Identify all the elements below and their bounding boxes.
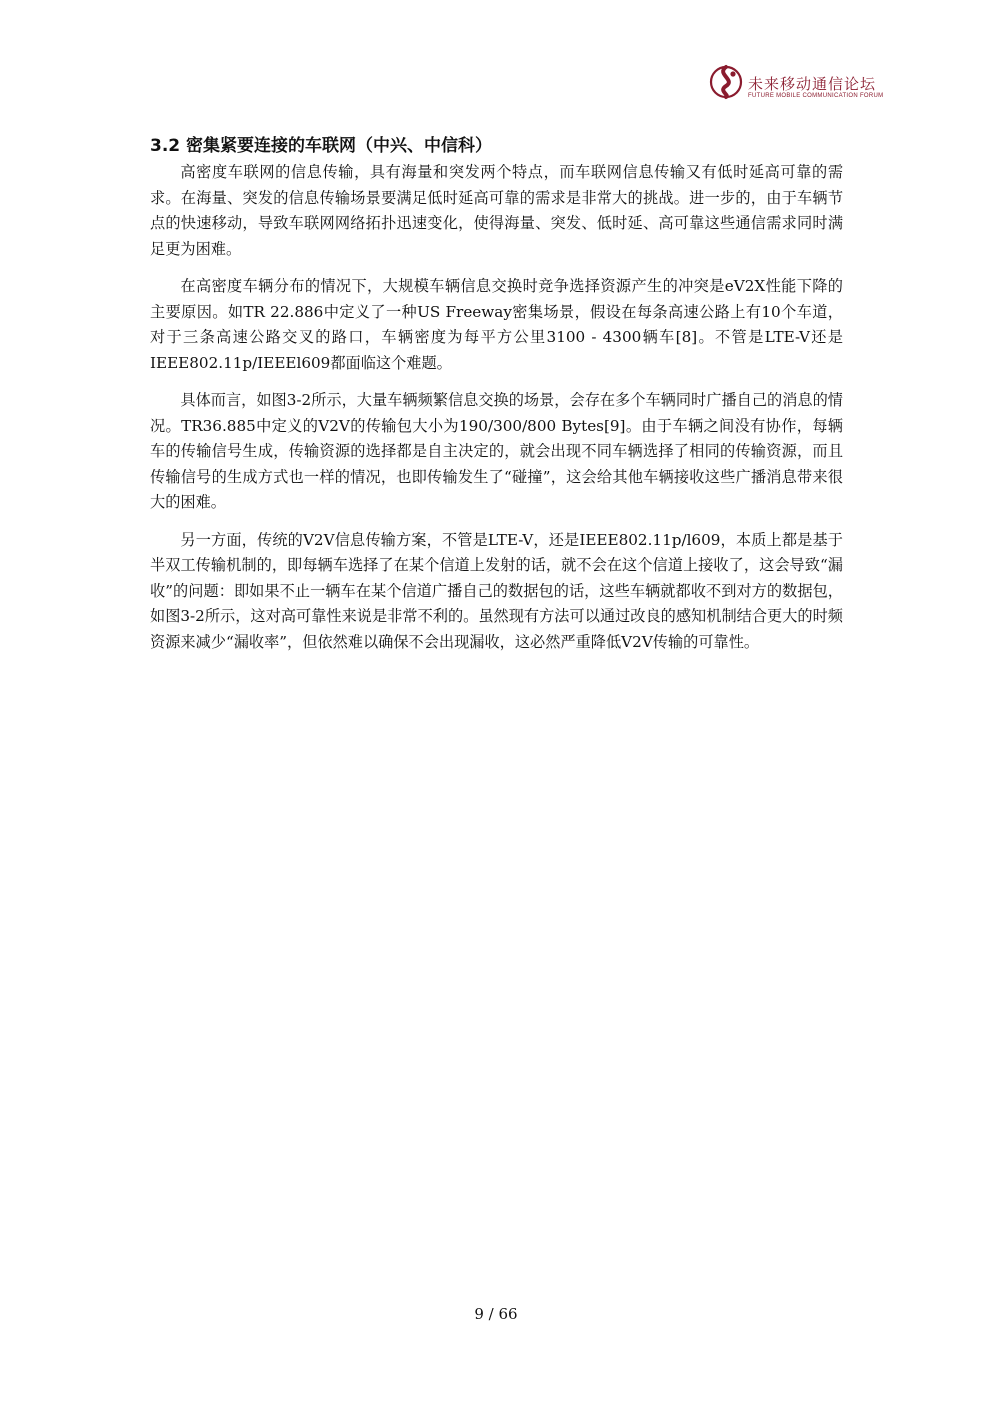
logo-text-chinese: 未来移动通信论坛 — [748, 75, 877, 93]
paragraph-4: 另一方面，传统的V2V信息传输方案，不管是LTE-V，还是IEEE802.11p/l609，本质上都是基于半双工传输机制的，即每辆车选择了在某个信道上发射的话，就不会在这个信道上接收了，这会导致“漏收”的问题：即如果不止一辆车在某个信道广播自己的数据包的话，这些车辆就都收不到对方的数据包，如图3-2所示，这对高可靠性来说是非常不利的。虽然现有方法可以通过改良的感知机制结合更大的时频资源来减少“漏收率”，但依然难以确保不会出现漏收，这必然严重降低V2V传输的可靠性。 — [150, 530, 843, 651]
paragraph-1: 高密度车联网的信息传输，具有海量和突发两个特点，而车联网信息传输又有低时延高可靠的需求。在海量、突发的信息传输场景要满足低时延高可靠的需求是非常大的挑战。进一步的，由于车辆节点的快速移动，导致车联网网络拓扑迅速变化，使得海量、突发、低时延、高可靠这些通信需求同时满足更为困难。 — [150, 163, 843, 258]
body-text — [150, 160, 843, 667]
logo-text-english: FUTURE MOBILE COMMUNICATION FORUM — [748, 93, 884, 99]
forum-logo-icon — [706, 62, 746, 102]
page-number: 9 / 66 — [474, 1305, 518, 1323]
section-title: 3.2 密集紧要连接的车联网（中兴、中信科） — [150, 136, 493, 156]
paragraph-3: 具体而言，如图3-2所示，大量车辆频繁信息交换的场景，会存在多个车辆同时广播自己的消息的情况。TR36.885中定义的V2V的传输包大小为190/300/800 Bytes[9]。由于车辆之间没有协作，每辆车的传输信号生成，传输资源的选择都是自主决定的，就会出现不同车辆选择了相同的传输资源，而且传输信号的生成方式也一样的情况，也即传输发生了“碰撞”，这会给其他车辆接收这些广播消息带来很大的困难。 — [150, 391, 843, 511]
paragraph-2: 在高密度车辆分布的情况下，大规模车辆信息交换时竞争选择资源产生的冲突是eV2X性能下降的主要原因。如TR 22.886中定义了一种US Freeway密集场景，假设在每条高速公路上有10个车道，对于三条高速公路交叉的路口，车辆密度为每平方公里3100 - 4300辆车[8]。不管是LTE-V还是IEEE802.11p/IEEEl609都面临这个难题。 — [150, 277, 843, 372]
page-header — [706, 62, 906, 106]
